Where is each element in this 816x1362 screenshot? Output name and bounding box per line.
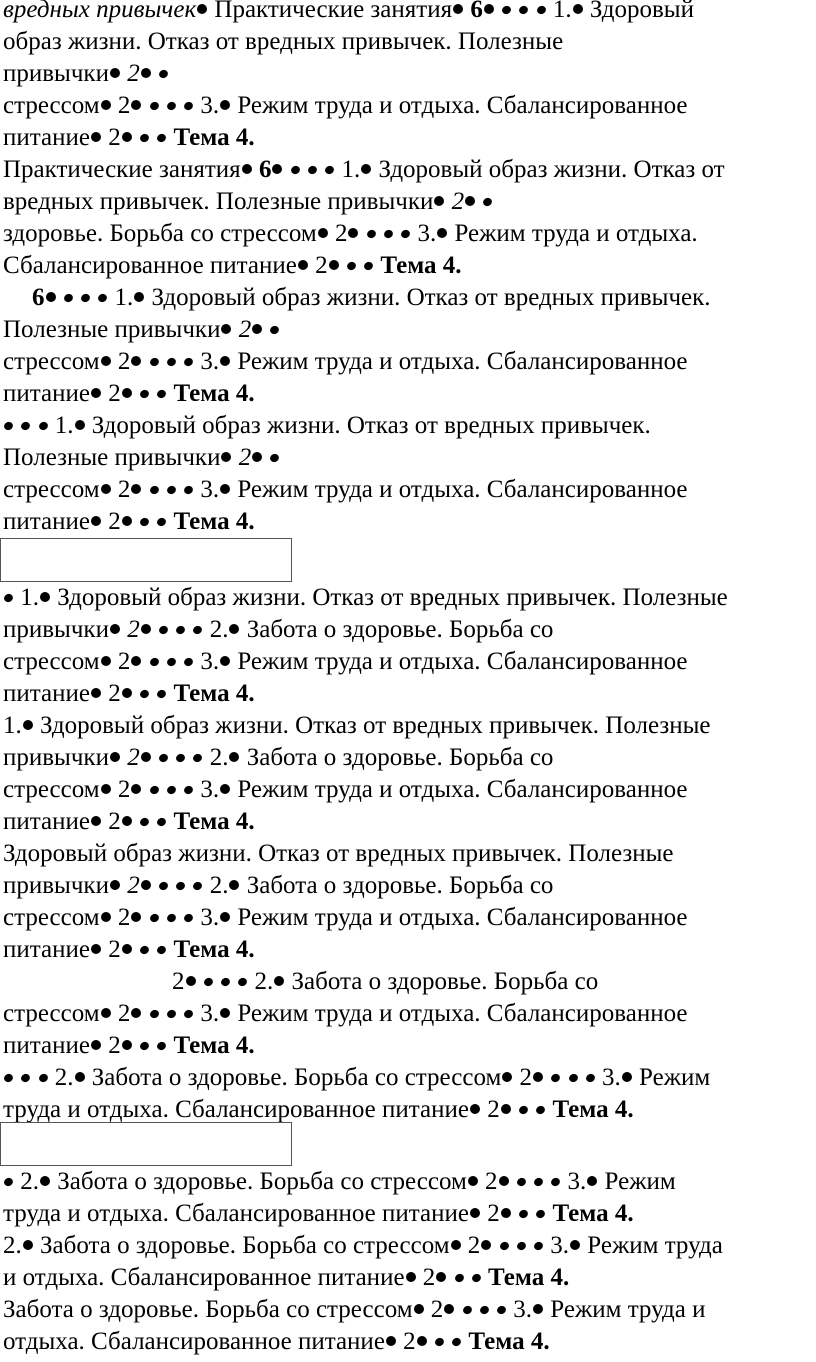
bullet-icon: [91, 816, 101, 826]
text-line: привычки 2: [3, 58, 169, 90]
text-line: отдыха. Сбалансированное питание 2 Тема 4.: [3, 1328, 550, 1355]
bullet-icon: [148, 356, 160, 367]
bullet-icon: [91, 1040, 101, 1050]
bullet-icon: [585, 1072, 597, 1083]
bullet-icon: [220, 1008, 230, 1018]
bullet-icon: [110, 68, 120, 78]
bullet-icon: [468, 1176, 478, 1186]
text-line: Здоровый образ жизни. Отказ от вредных привычек. Полезные: [3, 840, 674, 867]
bullet-icon: [229, 880, 239, 890]
bullet-icon: [221, 452, 231, 462]
bullet-icon: [183, 356, 195, 367]
bullet-icon: [139, 132, 151, 143]
bullet-icon: [131, 912, 141, 922]
text-line: питание 2 Тема 4.: [3, 680, 255, 707]
bullet-icon: [501, 1104, 511, 1114]
bullet-icon: [139, 816, 151, 827]
bullet-icon: [386, 1336, 396, 1346]
bullet-icon: [3, 592, 15, 603]
text-line: Сбалансированное питание 2 Тема 4.: [3, 252, 462, 279]
text-line: питание 2 Тема 4.: [3, 508, 255, 535]
text-line: питание 2 Тема 4.: [3, 1032, 255, 1059]
bullet-icon: [46, 292, 56, 302]
bullet-icon: [535, 1208, 547, 1219]
bullet-icon: [252, 452, 262, 462]
bullet-icon: [166, 784, 178, 795]
bullet-icon: [122, 516, 132, 526]
bullet-icon: [183, 784, 195, 795]
bullet-icon: [131, 656, 141, 666]
bullet-icon: [183, 484, 195, 495]
bullet-icon: [573, 4, 583, 14]
bullet-icon: [175, 880, 187, 891]
bullet-icon: [3, 1072, 15, 1083]
bullet-icon: [307, 164, 319, 175]
bullet-icon: [158, 752, 170, 763]
bullet-icon: [23, 1240, 33, 1250]
text-line: 6 1. Здоровый образ жизни. Отказ от вредных привычек.: [32, 284, 711, 311]
text-line: стрессом 2 3. Режим труда и отдыха. Сбалансированное: [3, 348, 688, 375]
bullet-icon: [75, 420, 85, 430]
bullet-icon: [156, 132, 168, 143]
bullet-icon: [444, 1304, 454, 1314]
bullet-icon: [91, 944, 101, 954]
bullet-icon: [158, 624, 170, 635]
text-line: питание 2 Тема 4.: [3, 380, 255, 407]
bullet-icon: [101, 784, 111, 794]
bullet-icon: [175, 752, 187, 763]
bullet-icon: [183, 1008, 195, 1019]
bullet-icon: [567, 1072, 579, 1083]
bullet-icon: [272, 164, 282, 174]
bullet-icon: [298, 260, 308, 270]
bullet-icon: [122, 1040, 132, 1050]
bullet-icon: [148, 656, 160, 667]
bullet-icon: [97, 292, 109, 303]
empty-frame: [0, 538, 292, 582]
bullet-icon: [158, 68, 170, 79]
bullet-icon: [471, 1272, 483, 1283]
bullet-icon: [622, 1072, 632, 1082]
bullet-icon: [414, 1304, 424, 1314]
bullet-icon: [220, 484, 230, 494]
bullet-icon: [437, 228, 447, 238]
bullet-icon: [348, 228, 358, 238]
bullet-icon: [220, 356, 230, 366]
bullet-icon: [186, 976, 196, 986]
bullet-icon: [587, 1176, 597, 1186]
bullet-icon: [383, 228, 395, 239]
bullet-icon: [156, 816, 168, 827]
bullet-icon: [237, 976, 249, 987]
bullet-icon: [192, 752, 204, 763]
bullet-icon: [229, 624, 239, 634]
bullet-icon: [183, 100, 195, 111]
bullet-icon: [365, 228, 377, 239]
bullet-icon: [40, 1176, 50, 1186]
empty-frame: [0, 1122, 292, 1166]
text-line: питание 2 Тема 4.: [3, 936, 255, 963]
bullet-icon: [110, 752, 120, 762]
bullet-icon: [101, 100, 111, 110]
bullet-icon: [269, 452, 281, 463]
bullet-icon: [406, 1272, 416, 1282]
bullet-icon: [484, 4, 494, 14]
bullet-icon: [101, 484, 111, 494]
bullet-icon: [516, 1240, 528, 1251]
bullet-icon: [141, 752, 151, 762]
text-line: привычки 2 2. Забота о здоровье. Борьба со: [3, 744, 554, 771]
bullet-icon: [158, 880, 170, 891]
bullet-icon: [148, 484, 160, 495]
text-line: 1. Здоровый образ жизни. Отказ от вредных привычек.: [3, 410, 651, 442]
bullet-icon: [197, 4, 207, 14]
bullet-icon: [289, 164, 301, 175]
text-line: стрессом 2 3. Режим труда и отдыха. Сбалансированное: [3, 92, 688, 119]
bullet-icon: [40, 592, 50, 602]
bullet-icon: [122, 944, 132, 954]
bullet-icon: [481, 1240, 491, 1250]
text-line: Практические занятия 6 1. Здоровый образ жизни. Отказ от: [3, 156, 725, 183]
bullet-icon: [324, 164, 336, 175]
bullet-icon: [141, 68, 151, 78]
bullet-icon: [148, 100, 160, 111]
bullet-icon: [91, 132, 101, 142]
text-line: стрессом 2 3. Режим труда и отдыха. Сбалансированное: [3, 904, 688, 931]
bullet-icon: [166, 1008, 178, 1019]
text-line: 2 2. Забота о здоровье. Борьба со: [172, 968, 599, 995]
bullet-icon: [131, 1008, 141, 1018]
bullet-icon: [533, 1304, 543, 1314]
text-line: стрессом 2 3. Режим труда и отдыха. Сбалансированное: [3, 648, 688, 675]
bullet-icon: [131, 484, 141, 494]
bullet-icon: [37, 420, 49, 431]
bullet-icon: [166, 912, 178, 923]
bullet-icon: [101, 656, 111, 666]
bullet-icon: [516, 1176, 528, 1187]
bullet-icon: [451, 1336, 463, 1347]
bullet-icon: [570, 1240, 580, 1250]
bullet-icon: [550, 1176, 562, 1187]
bullet-icon: [122, 688, 132, 698]
text-line: и отдыха. Сбалансированное питание 2 Тема 4.: [3, 1264, 570, 1291]
bullet-icon: [75, 1072, 85, 1082]
bullet-icon: [533, 1072, 543, 1082]
text-line: стрессом 2 3. Режим труда и отдыха. Сбалансированное: [3, 1000, 688, 1027]
bullet-icon: [465, 196, 475, 206]
bullet-icon: [131, 356, 141, 366]
text-line: образ жизни. Отказ от вредных привычек. Полезные: [3, 28, 564, 55]
bullet-icon: [131, 784, 141, 794]
bullet-icon: [192, 880, 204, 891]
bullet-icon: [318, 228, 328, 238]
bullet-icon: [20, 1072, 32, 1083]
bullet-icon: [148, 784, 160, 795]
bullet-icon: [434, 196, 444, 206]
text-line: привычки 2 2. Забота о здоровье. Борьба со: [3, 616, 554, 643]
bullet-icon: [274, 976, 284, 986]
text-line: Забота о здоровье. Борьба со стрессом 2 3. Режим труда и: [3, 1296, 706, 1323]
bullet-icon: [361, 164, 371, 174]
bullet-icon: [535, 1104, 547, 1115]
bullet-icon: [156, 688, 168, 699]
bullet-icon: [479, 1304, 491, 1315]
bullet-icon: [242, 164, 252, 174]
bullet-icon: [110, 624, 120, 634]
bullet-icon: [139, 688, 151, 699]
bullet-icon: [183, 656, 195, 667]
bullet-icon: [220, 912, 230, 922]
bullet-icon: [23, 720, 33, 730]
bullet-icon: [139, 516, 151, 527]
bullet-icon: [269, 324, 281, 335]
bullet-icon: [80, 292, 92, 303]
text-line: Полезные привычки 2: [3, 442, 280, 474]
bullet-icon: [166, 484, 178, 495]
text-line: стрессом 2 3. Режим труда и отдыха. Сбалансированное: [3, 776, 688, 803]
bullet-icon: [453, 1272, 465, 1283]
bullet-icon: [451, 1240, 461, 1250]
bullet-icon: [148, 1008, 160, 1019]
bullet-icon: [148, 912, 160, 923]
bullet-icon: [436, 1272, 446, 1282]
bullet-icon: [101, 912, 111, 922]
bullet-icon: [3, 1176, 15, 1187]
bullet-icon: [110, 880, 120, 890]
bullet-icon: [252, 324, 262, 334]
bullet-icon: [141, 880, 151, 890]
text-line: Полезные привычки 2: [3, 314, 280, 346]
bullet-icon: [496, 1304, 508, 1315]
text-line: вредных привычек Практические занятия 6 1. Здоровый: [3, 0, 694, 23]
bullet-icon: [156, 388, 168, 399]
bullet-icon: [453, 4, 463, 14]
bullet-icon: [62, 292, 74, 303]
bullet-icon: [498, 1240, 510, 1251]
bullet-icon: [535, 4, 547, 15]
bullet-icon: [220, 100, 230, 110]
bullet-icon: [229, 752, 239, 762]
bullet-icon: [518, 4, 530, 15]
bullet-icon: [499, 1176, 509, 1186]
bullet-icon: [518, 1208, 530, 1219]
bullet-icon: [501, 1208, 511, 1218]
bullet-icon: [329, 260, 339, 270]
text-line: питание 2 Тема 4.: [3, 808, 255, 835]
text-line: вредных привычек. Полезные привычки 2: [3, 186, 493, 218]
bullet-icon: [221, 324, 231, 334]
text-line: 1. Здоровый образ жизни. Отказ от вредных привычек. Полезные: [3, 712, 711, 739]
text-line: труда и отдыха. Сбалансированное питание 2 Тема 4.: [3, 1096, 634, 1123]
bullet-icon: [533, 1240, 545, 1251]
bullet-icon: [417, 1336, 427, 1346]
bullet-icon: [400, 228, 412, 239]
text-line: 2. Забота о здоровье. Борьба со стрессом 2 3. Режим: [3, 1062, 710, 1094]
bullet-icon: [139, 388, 151, 399]
text-line: здоровье. Борьба со стрессом 2 3. Режим труда и отдыха.: [3, 220, 698, 247]
text-line: стрессом 2 3. Режим труда и отдыха. Сбалансированное: [3, 476, 688, 503]
bullet-icon: [183, 912, 195, 923]
bullet-icon: [166, 656, 178, 667]
text-line: труда и отдыха. Сбалансированное питание 2 Тема 4.: [3, 1200, 634, 1227]
bullet-icon: [434, 1336, 446, 1347]
bullet-icon: [202, 976, 214, 987]
bullet-icon: [220, 976, 232, 987]
bullet-icon: [550, 1072, 562, 1083]
bullet-icon: [501, 4, 513, 15]
text-line: питание 2 Тема 4.: [3, 124, 255, 151]
bullet-icon: [122, 816, 132, 826]
bullet-icon: [470, 1208, 480, 1218]
bullet-icon: [156, 516, 168, 527]
bullet-icon: [175, 624, 187, 635]
bullet-icon: [482, 196, 494, 207]
bullet-icon: [192, 624, 204, 635]
bullet-icon: [461, 1304, 473, 1315]
bullet-icon: [3, 420, 15, 431]
bullet-icon: [37, 1072, 49, 1083]
bullet-icon: [122, 132, 132, 142]
bullet-icon: [101, 1008, 111, 1018]
bullet-icon: [533, 1176, 545, 1187]
bullet-icon: [131, 100, 141, 110]
bullet-icon: [101, 356, 111, 366]
bullet-icon: [220, 784, 230, 794]
bullet-icon: [141, 624, 151, 634]
bullet-icon: [156, 1040, 168, 1051]
bullet-icon: [139, 944, 151, 955]
bullet-icon: [346, 260, 358, 271]
text-line: 2. Забота о здоровье. Борьба со стрессом 2 3. Режим труда: [3, 1232, 723, 1259]
bullet-icon: [220, 656, 230, 666]
bullet-icon: [134, 292, 144, 302]
bullet-icon: [363, 260, 375, 271]
bullet-icon: [91, 516, 101, 526]
bullet-icon: [166, 100, 178, 111]
bullet-icon: [20, 420, 32, 431]
text-line: привычки 2 2. Забота о здоровье. Борьба со: [3, 872, 554, 899]
bullet-icon: [166, 356, 178, 367]
bullet-icon: [122, 388, 132, 398]
bullet-icon: [91, 388, 101, 398]
text-line: 2. Забота о здоровье. Борьба со стрессом 2 3. Режим: [3, 1166, 676, 1198]
text-line: 1. Здоровый образ жизни. Отказ от вредных привычек. Полезные: [3, 582, 728, 614]
bullet-icon: [470, 1104, 480, 1114]
bullet-icon: [156, 944, 168, 955]
bullet-icon: [502, 1072, 512, 1082]
bullet-icon: [139, 1040, 151, 1051]
bullet-icon: [518, 1104, 530, 1115]
bullet-icon: [91, 688, 101, 698]
